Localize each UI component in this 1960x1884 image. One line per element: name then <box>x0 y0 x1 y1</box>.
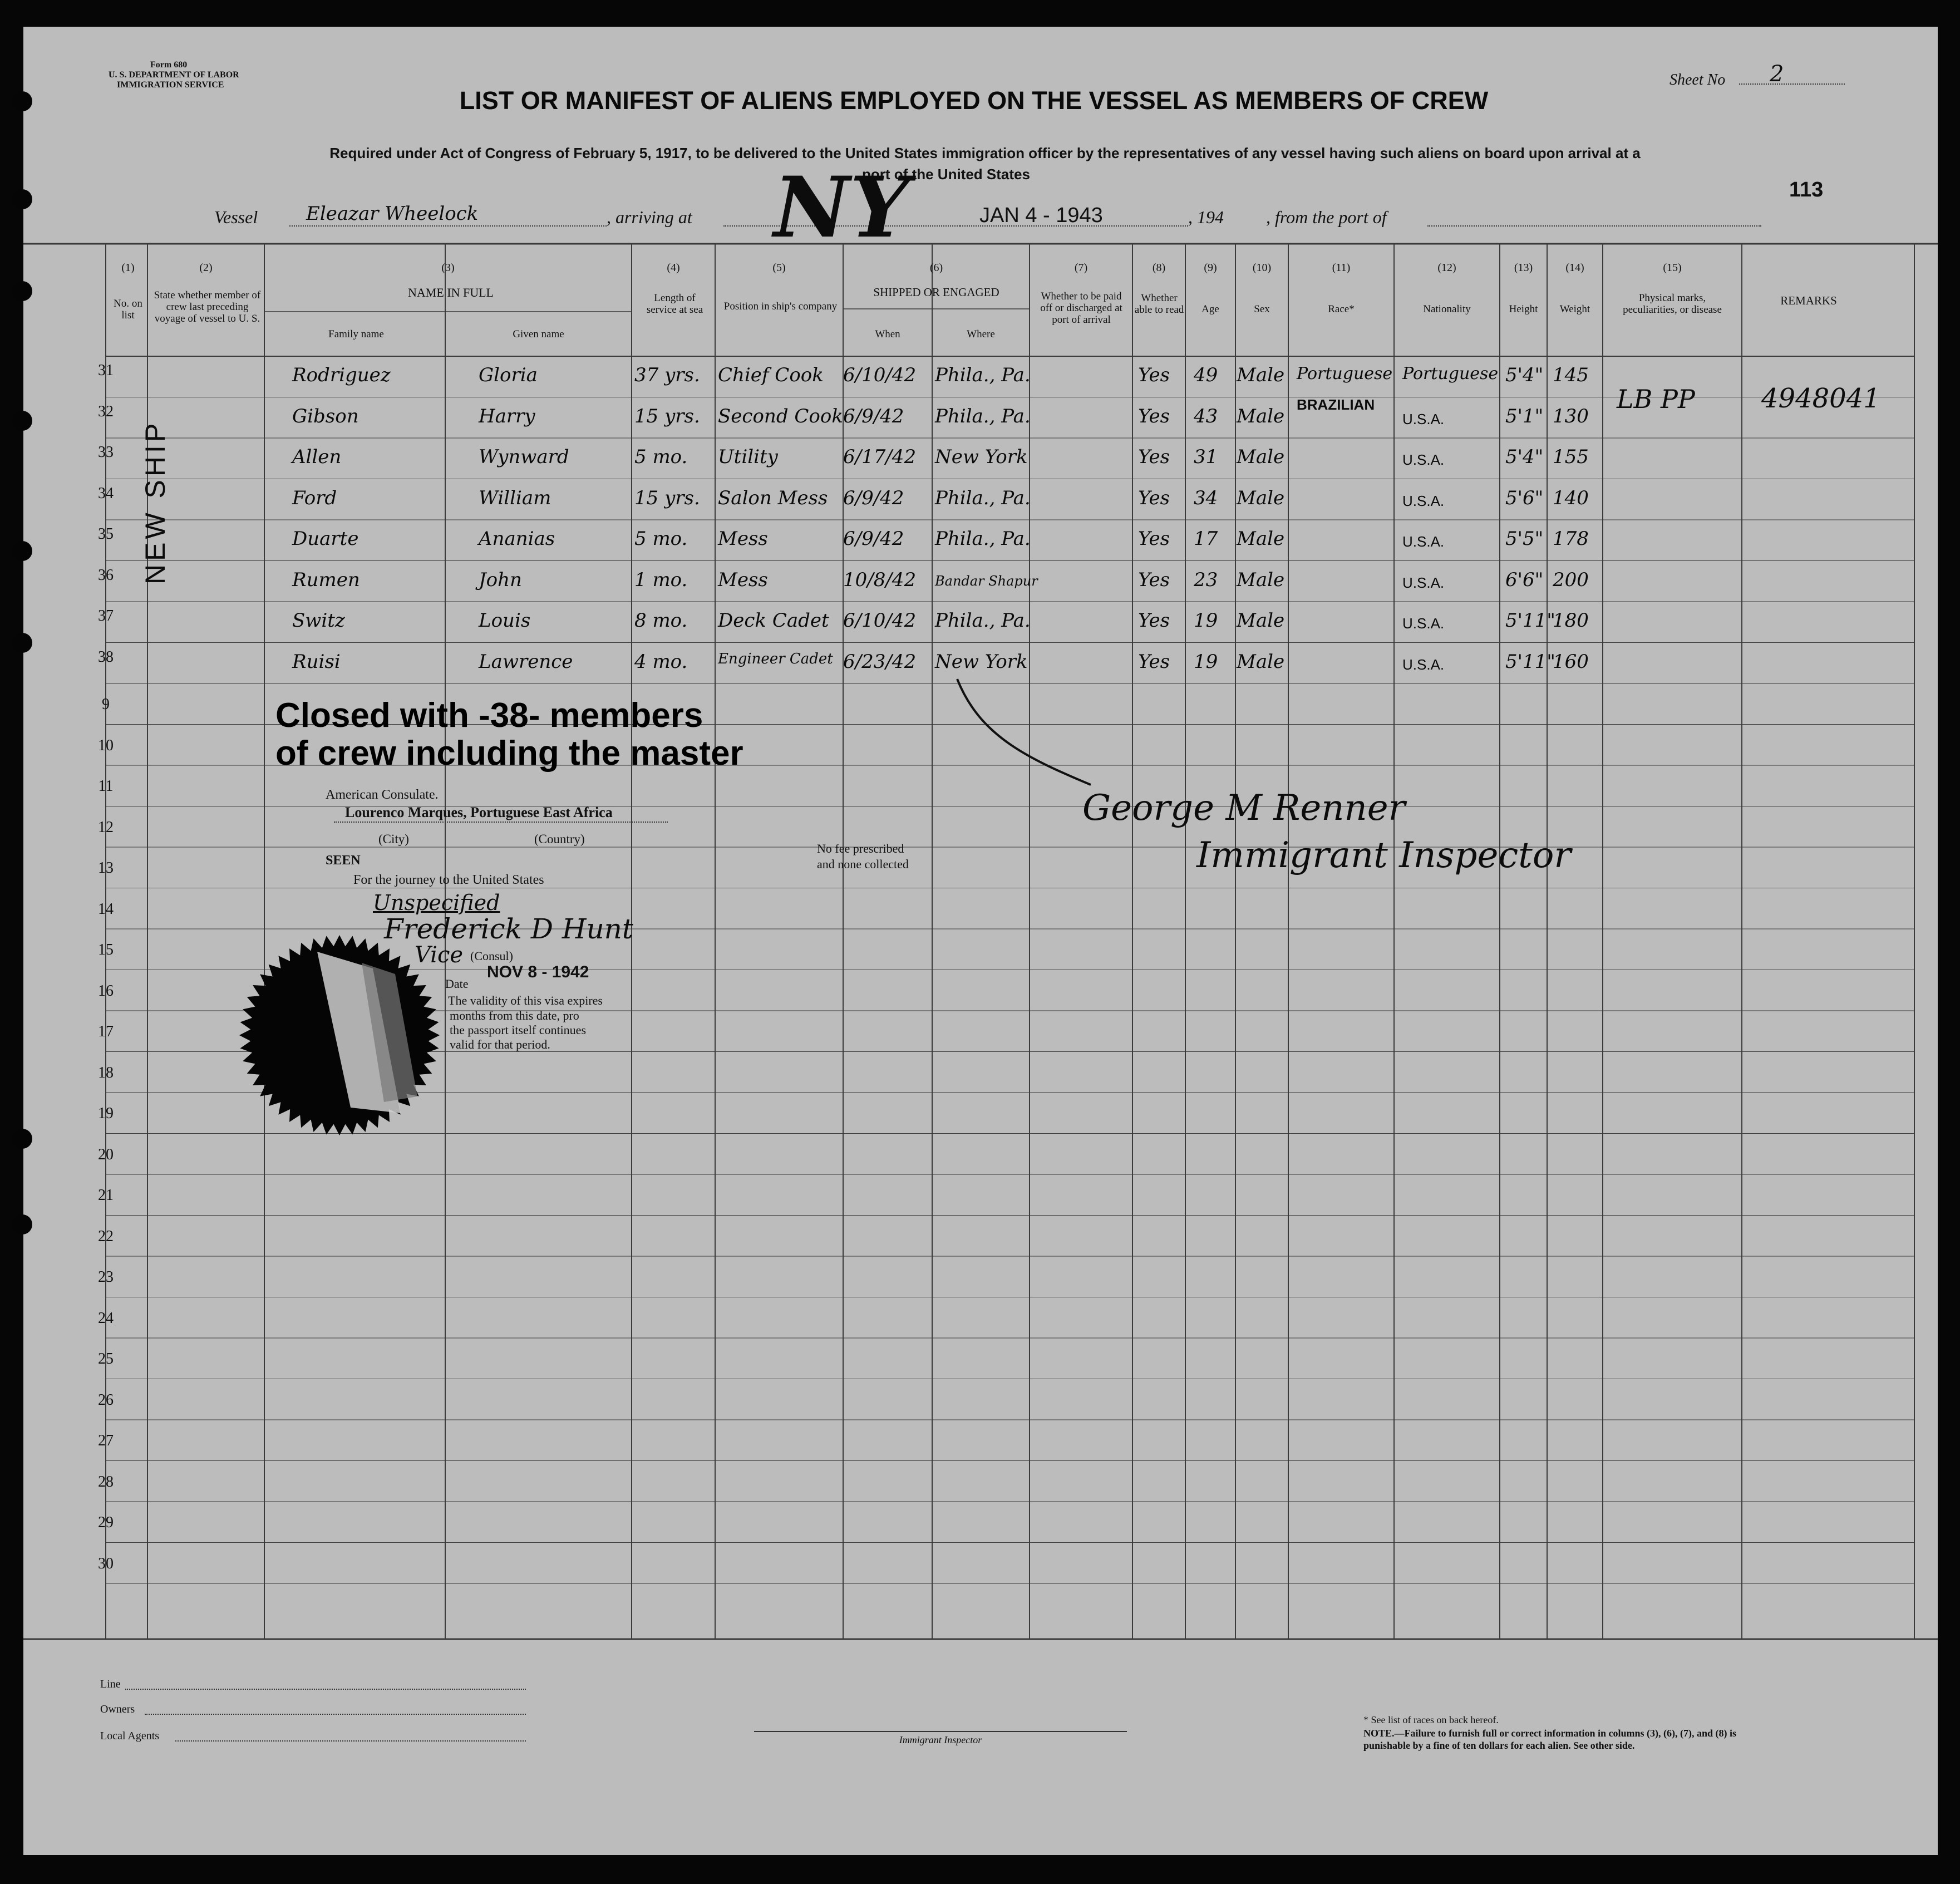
cell-sex: Male <box>1237 528 1285 550</box>
column-number: (7) <box>1074 262 1088 274</box>
cell-read: Yes <box>1138 405 1170 427</box>
cell-weight: 180 <box>1553 609 1589 632</box>
physical-marks-note: LB PP <box>1617 384 1695 414</box>
cell-age: 19 <box>1194 650 1218 673</box>
cell-length: 1 mo. <box>634 568 688 591</box>
cell-race: BRAZILIAN <box>1297 396 1375 413</box>
new-ship-note: NEW SHIP <box>140 420 171 584</box>
cell-position: Engineer Cadet <box>718 650 833 667</box>
cell-read: Yes <box>1138 364 1170 386</box>
column-number: (11) <box>1332 262 1351 274</box>
cell-family: Duarte <box>292 528 359 550</box>
header-state-whether: State whether member of crew last preceding voyage of vessel to U. S. <box>154 289 261 324</box>
cell-given: Gloria <box>479 364 538 386</box>
row-number: 30 <box>98 1555 114 1572</box>
row-number: 28 <box>98 1473 114 1491</box>
cell-height: 5'4" <box>1505 364 1544 386</box>
cell-read: Yes <box>1138 486 1170 509</box>
header-position: Position in ship's company <box>723 301 838 312</box>
row-number: 10 <box>98 736 114 754</box>
cell-when: 6/10/42 <box>843 364 917 386</box>
seen-label: SEEN <box>326 853 361 868</box>
row-number: 17 <box>98 1023 114 1040</box>
validity-line: the passport itself continues <box>450 1023 587 1037</box>
year-label: , 194 <box>1188 207 1224 227</box>
column-number: (13) <box>1514 262 1533 274</box>
row-number: 35 <box>98 525 114 543</box>
cell-length: 8 mo. <box>634 609 688 632</box>
vessel-name: Eleazar Wheelock <box>306 203 479 225</box>
cell-weight: 160 <box>1553 650 1589 673</box>
cell-sex: Male <box>1237 486 1285 509</box>
row-number: 16 <box>98 982 114 1000</box>
column-number: (9) <box>1204 262 1217 274</box>
cell-sex: Male <box>1237 405 1285 427</box>
subtitle-line1: Required under Act of Congress of February 5, 1917, to be delivered to the United States immigration officer by the representatives of any vessel having such aliens on board upon arrival at a <box>329 145 1641 161</box>
cell-length: 5 mo. <box>634 528 688 550</box>
row-number: 24 <box>98 1309 114 1327</box>
footer-owners-label: Owners <box>100 1703 135 1715</box>
vice-note: Vice <box>415 942 464 968</box>
row-number: 12 <box>98 818 114 836</box>
column-number: (2) <box>199 262 213 274</box>
row-number: 37 <box>98 607 114 624</box>
cell-height: 5'4" <box>1505 446 1544 468</box>
header-remarks: REMARKS <box>1780 294 1837 307</box>
cell-where: Bandar Shapur <box>935 573 1038 589</box>
cell-where: Phila., Pa. <box>935 364 1031 386</box>
cell-family: Ruisi <box>292 650 341 673</box>
cell-sex: Male <box>1237 609 1285 632</box>
row-number: 31 <box>98 362 114 379</box>
cell-length: 15 yrs. <box>634 486 700 509</box>
column-number: (4) <box>667 262 680 274</box>
cell-height: 5'11" <box>1505 650 1555 673</box>
row-number: 21 <box>98 1187 114 1204</box>
cell-nationality: U.S.A. <box>1402 656 1445 673</box>
row-number: 14 <box>98 900 114 918</box>
service: IMMIGRATION SERVICE <box>117 80 224 90</box>
validity-line: valid for that period. <box>450 1037 550 1051</box>
cell-length: 37 yrs. <box>634 364 700 386</box>
footer-agents-label: Local Agents <box>100 1730 160 1742</box>
header-length-service: Length of service at sea <box>646 292 703 316</box>
cell-where: Phila., Pa. <box>935 405 1031 427</box>
header-family-name: Family name <box>328 328 384 340</box>
fine-note-line2: punishable by a fine of ten dollars for each alien. See other side. <box>1363 1740 1635 1751</box>
cell-position: Chief Cook <box>718 364 824 386</box>
cell-age: 23 <box>1194 568 1218 591</box>
country-label: (Country) <box>534 832 585 846</box>
subtitle-line2: port of the United States <box>862 166 1030 183</box>
cell-given: Wynward <box>479 446 569 468</box>
visa-date: NOV 8 - 1942 <box>487 963 589 981</box>
cell-age: 49 <box>1194 364 1218 386</box>
cell-where: Phila., Pa. <box>935 528 1031 550</box>
form-number: Form 680 <box>150 60 188 70</box>
journey-label: For the journey to the United States <box>353 873 544 887</box>
cell-given: William <box>479 486 551 509</box>
footer-agents-fill <box>175 1740 526 1742</box>
header-shipped: SHIPPED OR ENGAGED <box>873 286 999 299</box>
row-number: 15 <box>98 941 114 958</box>
cell-nationality: Portuguese <box>1402 364 1499 383</box>
column-number: (15) <box>1663 262 1682 274</box>
cell-age: 31 <box>1194 446 1218 468</box>
row-number: 27 <box>98 1432 114 1449</box>
cell-height: 5'5" <box>1505 528 1544 550</box>
cell-family: Switz <box>292 609 345 632</box>
cell-when: 6/9/42 <box>843 528 904 550</box>
city-fill <box>334 822 668 823</box>
cell-where: Phila., Pa. <box>935 486 1031 509</box>
header-race: Race* <box>1328 303 1355 315</box>
row-number: 20 <box>98 1145 114 1163</box>
remark-number: 4948041 <box>1761 383 1880 414</box>
row-number: 26 <box>98 1391 114 1409</box>
header-weight: Weight <box>1559 303 1590 315</box>
row-number: 36 <box>98 566 114 584</box>
cell-where: New York <box>935 650 1028 673</box>
cell-family: Gibson <box>292 405 359 427</box>
row-number: 22 <box>98 1227 114 1245</box>
header-given-name: Given name <box>513 328 564 340</box>
cell-nationality: U.S.A. <box>1402 410 1445 427</box>
cell-age: 17 <box>1194 528 1218 550</box>
row-number: 23 <box>98 1268 114 1286</box>
cell-height: 5'11" <box>1505 609 1555 632</box>
column-number: (5) <box>772 262 786 274</box>
cell-weight: 130 <box>1553 405 1589 427</box>
header-height: Height <box>1509 303 1538 315</box>
cell-when: 6/9/42 <box>843 486 904 509</box>
cell-position: Mess <box>718 568 768 591</box>
cell-position: Mess <box>718 528 768 550</box>
row-number: 38 <box>98 648 114 666</box>
fine-note-line1: NOTE.—Failure to furnish full or correct information in columns (3), (6), (7), and (8) is <box>1363 1728 1736 1739</box>
row-number: 33 <box>98 444 114 461</box>
inspector-signature-line <box>754 1731 1127 1732</box>
column-number: (10) <box>1252 262 1272 274</box>
cell-read: Yes <box>1138 650 1170 673</box>
inspector-signature: George M Renner <box>1082 788 1406 829</box>
row-number: 13 <box>98 859 114 877</box>
stamp-number: 113 <box>1789 178 1824 201</box>
cell-nationality: U.S.A. <box>1402 451 1445 468</box>
header-paid-off: Whether to be paid off or discharged at port of arrival <box>1040 291 1122 326</box>
cell-length: 15 yrs. <box>634 405 700 427</box>
cell-family: Rumen <box>292 568 360 591</box>
cell-read: Yes <box>1138 609 1170 632</box>
cell-nationality: U.S.A. <box>1402 533 1445 550</box>
footer-line-label: Line <box>100 1678 121 1690</box>
cell-position: Salon Mess <box>718 486 828 509</box>
column-number: (1) <box>121 262 135 274</box>
header-nationality: Nationality <box>1423 303 1471 315</box>
row-number: 29 <box>98 1514 114 1531</box>
sheet-label: Sheet No <box>1670 71 1726 88</box>
fee-note-line1: No fee prescribed <box>817 842 904 855</box>
signature-stroke <box>946 668 1113 801</box>
cell-given: Lawrence <box>479 650 573 673</box>
cell-length: 5 mo. <box>634 446 688 468</box>
row-number: 25 <box>98 1350 114 1368</box>
department: U. S. DEPARTMENT OF LABOR <box>109 70 239 80</box>
cell-sex: Male <box>1237 568 1285 591</box>
row-number: 32 <box>98 402 114 420</box>
city-label: (City) <box>378 832 409 846</box>
cell-when: 6/10/42 <box>843 609 917 632</box>
column-number: (6) <box>929 262 943 274</box>
cell-given: John <box>479 568 522 591</box>
header-when: When <box>875 328 900 340</box>
column-number: (14) <box>1565 262 1584 274</box>
consulate-label: American Consulate. <box>326 788 439 802</box>
date-label: Date <box>445 977 469 991</box>
header-physical: Physical marks, peculiarities, or disease <box>1623 292 1722 316</box>
row-number: 9 <box>102 696 110 713</box>
footer-owners-fill <box>145 1714 526 1715</box>
cell-weight: 200 <box>1553 568 1589 591</box>
vessel-label: Vessel <box>214 207 258 227</box>
arriving-port: NY <box>774 159 910 257</box>
city-country: Lourenco Marques, Portuguese East Africa <box>345 804 613 820</box>
cell-weight: 155 <box>1553 446 1589 468</box>
cell-given: Louis <box>479 609 531 632</box>
form-title: LIST OR MANIFEST OF ALIENS EMPLOYED ON THE VESSEL AS MEMBERS OF CREW <box>459 86 1489 115</box>
closed-note-line2: of crew including the master <box>275 734 743 773</box>
row-number: 34 <box>98 484 114 502</box>
header-sex: Sex <box>1254 303 1270 315</box>
cell-read: Yes <box>1138 446 1170 468</box>
arrival-date-stamp: JAN 4 - 1943 <box>979 204 1103 227</box>
cell-family: Ford <box>292 486 337 509</box>
column-number: (3) <box>441 262 455 274</box>
cell-race: Portuguese <box>1297 364 1393 383</box>
cell-weight: 140 <box>1553 486 1589 509</box>
row-number: 11 <box>98 778 114 795</box>
cell-age: 34 <box>1194 486 1218 509</box>
cell-when: 6/17/42 <box>843 446 917 468</box>
cell-where: Phila., Pa. <box>935 609 1031 632</box>
header-where: Where <box>967 328 995 340</box>
unspecified-note: Unspecified <box>373 891 500 915</box>
column-number: (12) <box>1437 262 1456 274</box>
consular-seal <box>234 929 445 1141</box>
cell-position: Deck Cadet <box>718 609 829 632</box>
footer-inspector-label: Immigrant Inspector <box>899 1734 982 1745</box>
validity-line: The validity of this visa expires <box>448 993 603 1007</box>
cell-when: 10/8/42 <box>843 568 917 591</box>
cell-height: 5'6" <box>1505 486 1544 509</box>
sheet-number: 2 <box>1770 61 1784 87</box>
cell-given: Ananias <box>479 528 555 550</box>
header-able-read: Whether able to read <box>1134 292 1184 316</box>
header-age: Age <box>1201 303 1219 315</box>
row-number: 18 <box>98 1064 114 1081</box>
fee-note-line2: and none collected <box>817 857 909 871</box>
cell-weight: 178 <box>1553 528 1589 550</box>
consul-signature: Frederick D Hunt <box>384 913 633 945</box>
validity-line: months from this date, pro <box>450 1009 579 1022</box>
cell-sex: Male <box>1237 364 1285 386</box>
cell-when: 6/9/42 <box>843 405 904 427</box>
cell-where: New York <box>935 446 1028 468</box>
cell-height: 6'6" <box>1505 568 1544 591</box>
cell-family: Rodriguez <box>292 364 391 386</box>
cell-nationality: U.S.A. <box>1402 574 1445 591</box>
cell-read: Yes <box>1138 568 1170 591</box>
cell-nationality: U.S.A. <box>1402 492 1445 509</box>
cell-given: Harry <box>479 405 535 427</box>
cell-when: 6/23/42 <box>843 650 917 673</box>
inspector-title-handwritten: Immigrant Inspector <box>1196 835 1571 876</box>
cell-nationality: U.S.A. <box>1402 615 1445 632</box>
cell-read: Yes <box>1138 528 1170 550</box>
cell-position: Second Cook <box>718 405 843 427</box>
closed-note-line1: Closed with -38- members <box>275 696 703 735</box>
cell-sex: Male <box>1237 446 1285 468</box>
arriving-label: , arriving at <box>607 207 692 227</box>
cell-sex: Male <box>1237 650 1285 673</box>
row-number: 19 <box>98 1105 114 1122</box>
cell-weight: 145 <box>1553 364 1589 386</box>
consul-label: (Consul) <box>470 949 513 963</box>
cell-length: 4 mo. <box>634 650 688 673</box>
header-no-on-list: No. on list <box>114 298 142 321</box>
race-note: * See list of races on back hereof. <box>1363 1714 1499 1725</box>
cell-height: 5'1" <box>1505 405 1544 427</box>
cell-family: Allen <box>292 446 342 468</box>
from-port-label: , from the port of <box>1266 207 1387 227</box>
cell-age: 19 <box>1194 609 1218 632</box>
cell-age: 43 <box>1194 405 1218 427</box>
cell-position: Utility <box>718 446 778 468</box>
header-name-in-full: NAME IN FULL <box>408 286 494 299</box>
column-number: (8) <box>1152 262 1166 274</box>
footer-line-fill <box>125 1689 526 1690</box>
